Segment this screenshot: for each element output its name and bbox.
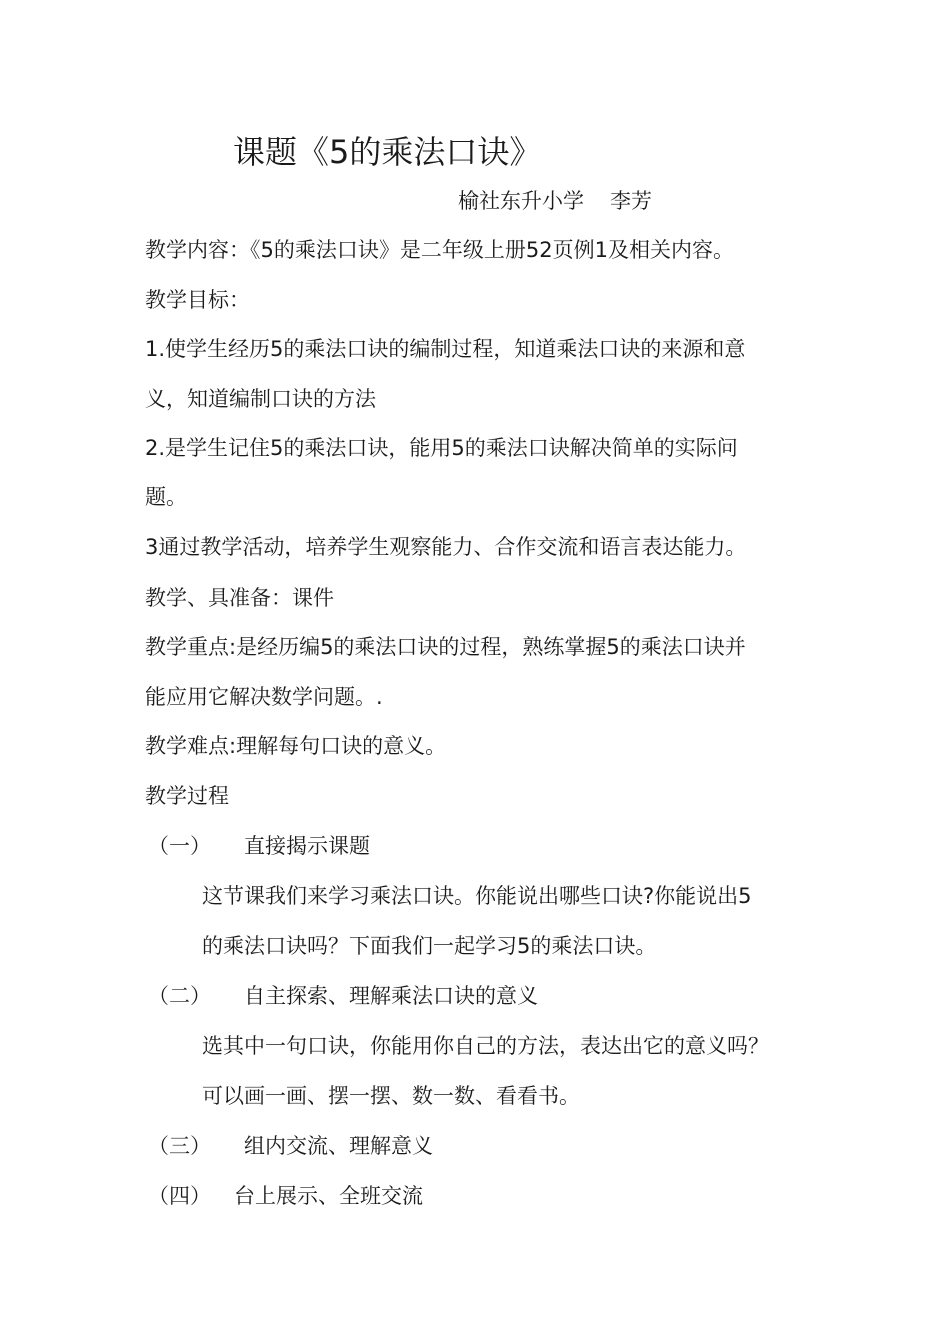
section-1-body-line-1: 这节课我们来学习乘法口诀。你能说出哪些口诀?你能说出5 [202,884,752,908]
section-3-heading [148,1131,433,1161]
section-number: （一） [148,834,211,858]
section-2-body-line-2: 可以画一画、摆一摆、数一数、看看书。 [202,1084,580,1108]
section-title: 组内交流、理解意义 [244,1134,433,1158]
section-1-body-line-2: 的乘法口诀吗？下面我们一起学习5的乘法口诀。 [202,934,657,958]
section-number: （二） [148,984,211,1008]
section-2-heading [148,981,538,1011]
goal-2-line-1: 2.是学生记住5的乘法口诀，能用5的乘法口诀解决简单的实际问 [145,436,738,460]
teaching-process-heading: 教学过程 [145,784,229,808]
section-number: （四） [148,1184,211,1208]
teaching-goals-heading: 教学目标： [145,288,250,312]
author-line [458,186,652,216]
author-name: 李芳 [610,189,652,213]
goal-2-line-2: 题。 [145,485,187,509]
section-title: 自主探索、理解乘法口诀的意义 [244,984,538,1008]
teaching-materials: 教学、具准备：课件 [145,586,334,610]
goal-1-line-2: 义，知道编制口诀的方法 [145,387,376,411]
author-school: 榆社东升小学 [458,189,584,213]
difficult-points: 教学难点:理解每句口诀的意义。 [145,734,447,758]
section-number: （三） [148,1134,211,1158]
teaching-content: 教学内容：《5的乘法口诀》是二年级上册52页例1及相关内容。 [145,238,734,262]
section-4-heading [148,1181,423,1211]
goal-3: 3通过教学活动，培养学生观察能力、合作交流和语言表达能力。 [145,535,747,559]
key-points-line-1: 教学重点:是经历编5的乘法口诀的过程，熟练掌握5的乘法口诀并 [145,635,746,659]
goal-1-line-1: 1.使学生经历5的乘法口诀的编制过程，知道乘法口诀的来源和意 [145,337,746,361]
key-points-line-2: 能应用它解决数学问题。. [145,685,383,709]
document-title: 课题《5的乘法口诀》 [233,133,542,171]
section-1-heading [148,831,370,861]
section-2-body-line-1: 选其中一句口诀，你能用你自己的方法，表达出它的意义吗？ [202,1034,769,1058]
section-title: 台上展示、全班交流 [234,1184,423,1208]
section-title: 直接揭示课题 [244,834,370,858]
